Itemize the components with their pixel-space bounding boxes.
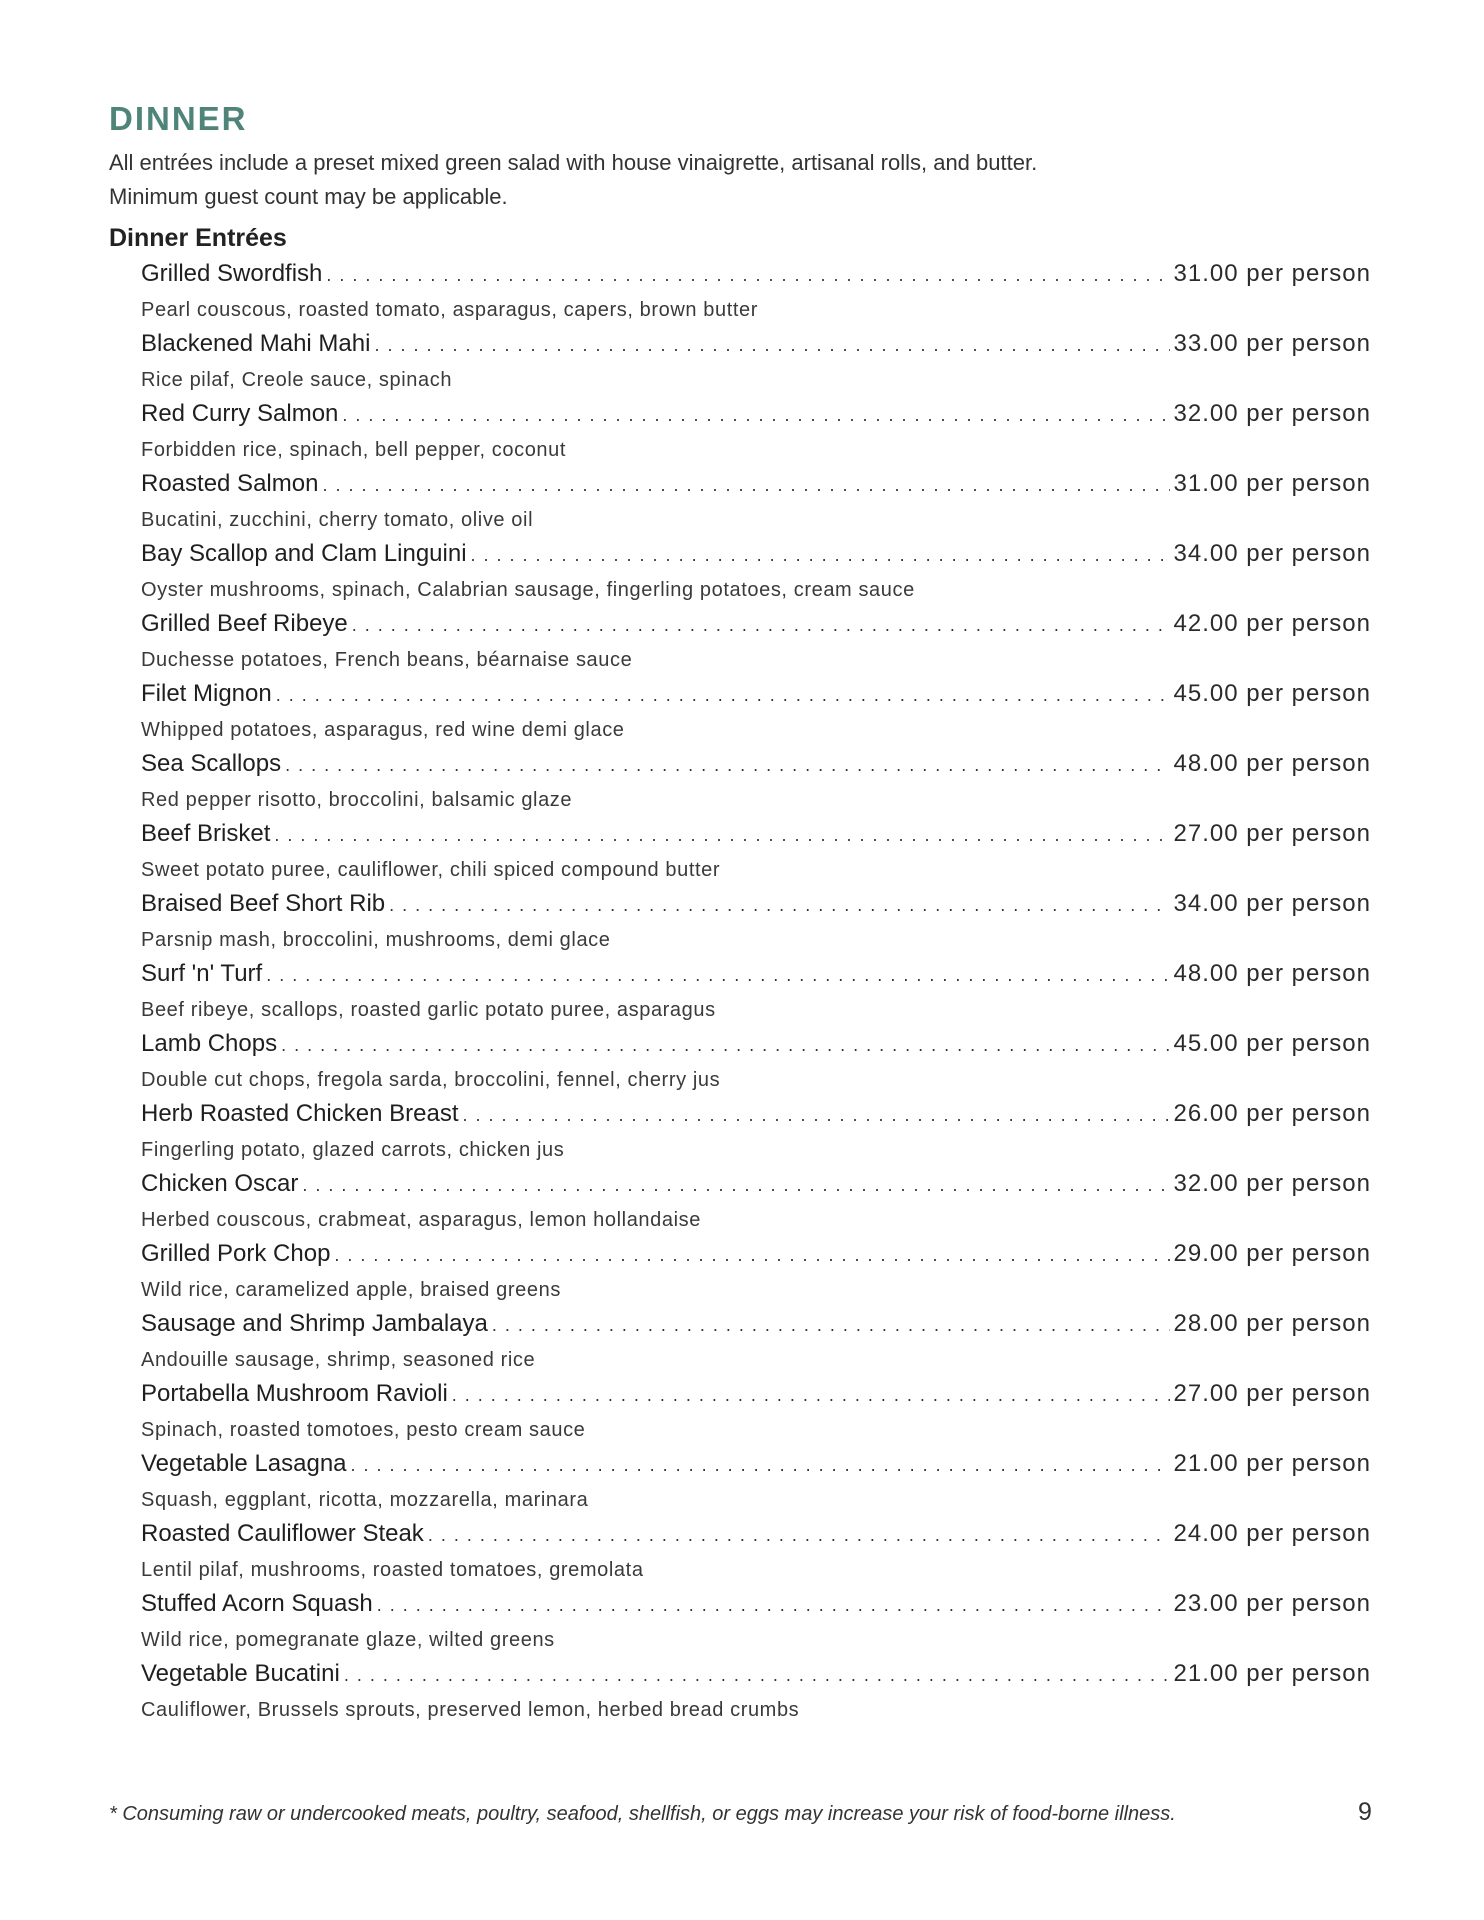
dot-leader: [492, 1315, 1170, 1345]
menu-item-description: Cauliflower, Brussels sprouts, preserved lemon, herbed bread crumbs: [141, 1699, 800, 1721]
menu-item: [141, 540, 1371, 610]
menu-item-row: [141, 1310, 1371, 1346]
menu-item-price: 23.00 per person: [1173, 1590, 1371, 1617]
dot-leader: [274, 825, 1169, 855]
menu-item-row: [141, 1030, 1371, 1066]
menu-item-price: 48.00 per person: [1173, 750, 1371, 777]
menu-item: [141, 1450, 1371, 1520]
dot-leader: [281, 1035, 1169, 1065]
menu-item-name: Bay Scallop and Clam Linguini: [141, 540, 467, 567]
menu-item-description: Pearl couscous, roasted tomato, asparagus, capers, brown butter: [141, 299, 758, 321]
menu-item-price: 32.00 per person: [1173, 1170, 1371, 1197]
menu-item-name: Roasted Cauliflower Steak: [141, 1520, 424, 1547]
food-safety-disclaimer: * Consuming raw or undercooked meats, poultry, seafood, shellfish, or eggs may increase your risk of food-borne illness.: [109, 1803, 1176, 1825]
menu-item-row: [141, 890, 1371, 926]
dot-leader: [276, 685, 1170, 715]
menu-item-row: [141, 680, 1371, 716]
menu-item: [141, 330, 1371, 400]
menu-item-description: Red pepper risotto, broccolini, balsamic glaze: [141, 789, 573, 811]
menu-item: [141, 680, 1371, 750]
menu-item-price: 28.00 per person: [1173, 1310, 1371, 1337]
menu-item-description: Forbidden rice, spinach, bell pepper, coconut: [141, 439, 567, 461]
menu-item-row: [141, 1170, 1371, 1206]
menu-item-price: 34.00 per person: [1173, 540, 1371, 567]
dot-leader: [322, 475, 1169, 505]
menu-item-description: Beef ribeye, scallops, roasted garlic potato puree, asparagus: [141, 999, 716, 1021]
menu-item-name: Grilled Beef Ribeye: [141, 610, 348, 637]
menu-item-name: Sausage and Shrimp Jambalaya: [141, 1310, 488, 1337]
dot-leader: [334, 1245, 1169, 1275]
dot-leader: [452, 1385, 1170, 1415]
intro-line-1: All entrées include a preset mixed green salad with house vinaigrette, artisanal rolls, and butter.: [109, 150, 1038, 175]
menu-item-name: Lamb Chops: [141, 1030, 278, 1057]
menu-item-description: Lentil pilaf, mushrooms, roasted tomatoes, gremolata: [141, 1559, 644, 1581]
menu-item-description: Spinach, roasted tomotoes, pesto cream sauce: [141, 1419, 586, 1441]
menu-item: [141, 610, 1371, 680]
menu-item-description: Bucatini, zucchini, cherry tomato, olive oil: [141, 509, 534, 531]
dot-leader: [377, 1595, 1170, 1625]
menu-item-price: 27.00 per person: [1173, 820, 1371, 847]
menu-item-description: Whipped potatoes, asparagus, red wine demi glace: [141, 719, 625, 741]
menu-item-name: Beef Brisket: [141, 820, 271, 847]
menu-item-row: [141, 1100, 1371, 1136]
menu-item: [141, 1170, 1371, 1240]
menu-item-row: [141, 1450, 1371, 1486]
dot-leader: [302, 1175, 1169, 1205]
menu-item-row: [141, 1520, 1371, 1556]
menu-item-name: Surf 'n' Turf: [141, 960, 263, 987]
menu-item: [141, 1660, 1371, 1730]
menu-item-price: 26.00 per person: [1173, 1100, 1371, 1127]
menu-item-description: Wild rice, caramelized apple, braised greens: [141, 1279, 561, 1301]
menu-item-description: Oyster mushrooms, spinach, Calabrian sausage, fingerling potatoes, cream sauce: [141, 579, 915, 601]
menu-item-name: Red Curry Salmon: [141, 400, 339, 427]
menu-item-name: Vegetable Bucatini: [141, 1660, 340, 1687]
menu-item-name: Portabella Mushroom Ravioli: [141, 1380, 448, 1407]
dot-leader: [326, 265, 1169, 295]
menu-item-description: Sweet potato puree, cauliflower, chili spiced compound butter: [141, 859, 721, 881]
menu-item-price: 27.00 per person: [1173, 1380, 1371, 1407]
menu-item-price: 31.00 per person: [1173, 470, 1371, 497]
menu-item-price: 21.00 per person: [1173, 1450, 1371, 1477]
menu-item: [141, 890, 1371, 960]
intro-line-2: Minimum guest count may be applicable.: [109, 184, 508, 209]
menu-item: [141, 960, 1371, 1030]
menu-item-description: Rice pilaf, Creole sauce, spinach: [141, 369, 453, 391]
menu-item-description: Herbed couscous, crabmeat, asparagus, lemon hollandaise: [141, 1209, 701, 1231]
menu-item-price: 42.00 per person: [1173, 610, 1371, 637]
menu-item-description: Duchesse potatoes, French beans, béarnaise sauce: [141, 649, 633, 671]
dot-leader: [462, 1105, 1169, 1135]
menu-item-row: [141, 540, 1371, 576]
menu-item-row: [141, 1380, 1371, 1416]
menu-item-row: [141, 750, 1371, 786]
dot-leader: [344, 1665, 1170, 1695]
menu-item-name: Chicken Oscar: [141, 1170, 299, 1197]
menu-item: [141, 1310, 1371, 1380]
menu-item-price: 34.00 per person: [1173, 890, 1371, 917]
page-number: 9: [1358, 1798, 1372, 1826]
menu-item-price: 45.00 per person: [1173, 680, 1371, 707]
menu-item-row: [141, 1660, 1371, 1696]
dot-leader: [285, 755, 1169, 785]
menu-item-row: [141, 330, 1371, 366]
menu-item-name: Herb Roasted Chicken Breast: [141, 1100, 459, 1127]
menu-item: [141, 750, 1371, 820]
menu-item-price: 29.00 per person: [1173, 1240, 1371, 1267]
menu-item-name: Sea Scallops: [141, 750, 282, 777]
menu-item: [141, 1030, 1371, 1100]
dot-leader: [352, 615, 1170, 645]
menu-item-description: Wild rice, pomegranate glaze, wilted greens: [141, 1629, 555, 1651]
menu-item-description: Andouille sausage, shrimp, seasoned rice: [141, 1349, 536, 1371]
menu-item-row: [141, 610, 1371, 646]
menu-item-description: Double cut chops, fregola sarda, broccolini, fennel, cherry jus: [141, 1069, 721, 1091]
menu-item-row: [141, 400, 1371, 436]
menu-item-name: Stuffed Acorn Squash: [141, 1590, 373, 1617]
dot-leader: [342, 405, 1169, 435]
dot-leader: [374, 335, 1169, 365]
menu-item-row: [141, 470, 1371, 506]
menu-item-row: [141, 820, 1371, 856]
menu-item-row: [141, 960, 1371, 996]
menu-item-price: 45.00 per person: [1173, 1030, 1371, 1057]
menu-list: [141, 260, 1371, 1730]
menu-item-price: 24.00 per person: [1173, 1520, 1371, 1547]
menu-item: [141, 1590, 1371, 1660]
menu-item-price: 33.00 per person: [1173, 330, 1371, 357]
menu-item-name: Blackened Mahi Mahi: [141, 330, 371, 357]
dot-leader: [428, 1525, 1170, 1555]
menu-item: [141, 1100, 1371, 1170]
menu-item-row: [141, 1240, 1371, 1276]
menu-item-description: Fingerling potato, glazed carrots, chicken jus: [141, 1139, 565, 1161]
dot-leader: [351, 1455, 1170, 1485]
menu-item-price: 31.00 per person: [1173, 260, 1371, 287]
dot-leader: [266, 965, 1169, 995]
menu-item: [141, 820, 1371, 890]
menu-item-name: Filet Mignon: [141, 680, 272, 707]
menu-item: [141, 260, 1371, 330]
menu-item: [141, 1380, 1371, 1450]
menu-item-row: [141, 260, 1371, 296]
menu-item-row: [141, 1590, 1371, 1626]
menu-item-name: Grilled Swordfish: [141, 260, 323, 287]
menu-item: [141, 470, 1371, 540]
menu-item-description: Squash, eggplant, ricotta, mozzarella, marinara: [141, 1489, 589, 1511]
menu-item-price: 32.00 per person: [1173, 400, 1371, 427]
intro-text: [109, 146, 1037, 214]
menu-item-description: Parsnip mash, broccolini, mushrooms, demi glace: [141, 929, 611, 951]
menu-item: [141, 1520, 1371, 1590]
menu-item-name: Grilled Pork Chop: [141, 1240, 331, 1267]
menu-item-name: Vegetable Lasagna: [141, 1450, 347, 1477]
dot-leader: [471, 545, 1170, 575]
menu-item: [141, 1240, 1371, 1310]
section-title: Dinner Entrées: [109, 224, 287, 252]
dot-leader: [389, 895, 1169, 925]
menu-item-name: Roasted Salmon: [141, 470, 319, 497]
menu-item: [141, 400, 1371, 470]
menu-item-price: 48.00 per person: [1173, 960, 1371, 987]
menu-item-price: 21.00 per person: [1173, 1660, 1371, 1687]
page-heading: DINNER: [109, 100, 248, 137]
menu-item-name: Braised Beef Short Rib: [141, 890, 386, 917]
